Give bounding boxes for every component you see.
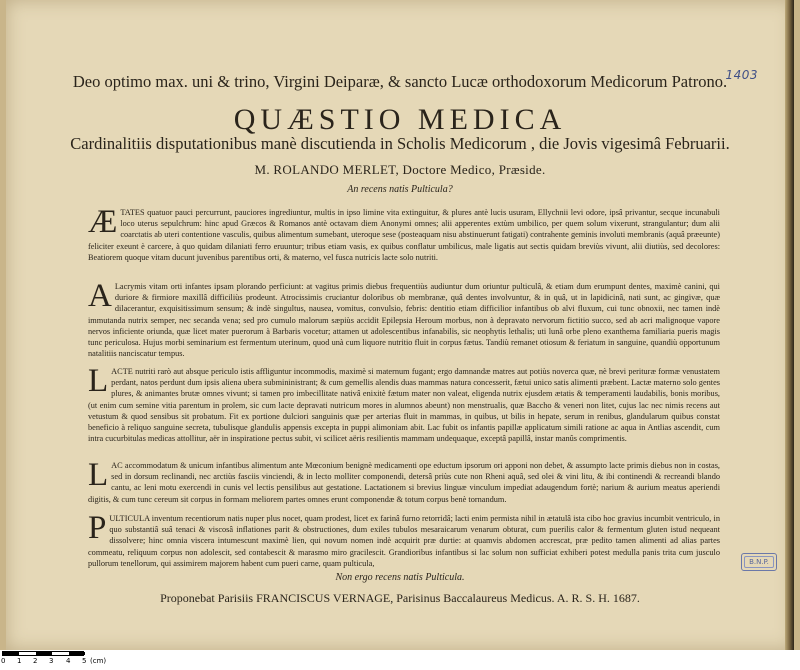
paragraph-1 xyxy=(88,204,720,263)
ruler-label: 0 xyxy=(1,657,6,665)
stamp-text: B.N.P. xyxy=(749,558,769,566)
main-title: QUÆSTIO MEDICA xyxy=(233,103,567,136)
paragraph-text: TATES quatuor pauci percurrunt, pauciores ingrediuntur, multis in ipso limine vita extinguitur, & plures antè lucis usuram, Ellychnii levi odore, ipsâ privantur, secque incunabuli loco uterus sepulchrum: hinc apud Græcos & Romanos antè octavam diem Anonymi omnes; alii apperentes extùm umbilico, per quem solum vixerunt, strangulantur; dum alii coarctatis ab uteri contentione vasculis, quibus alimentum sumebant, uteroque sese (posteaquam nisu abstinuerunt fatigati) contrahente geminis involuti membranis (aquâ præeunte) feliciter exeunt è carcere, à quo quidam dilaniati ferro eruuntur; tribus etiam vasis, ex quibus conflatur umbilicus, male ligatis aut sectis quidam breviùs vivunt, alii diutiùs, sed decolores: Beatiorem quoque vitam ducunt juvenibus parentibus orti, & materno, vel fusca nutricis lacte solo nutriti. xyxy=(88,208,720,262)
drop-cap: L xyxy=(88,457,109,493)
ruler-segment xyxy=(69,652,85,655)
paragraph-4 xyxy=(88,457,720,505)
folio-number: 1403 xyxy=(725,68,758,82)
paragraph-text: ULTICULA inventum recentiorum natis nuper plus nocet, quam prodest, licet ex farinâ furno retorridâ; lacti enim permista nihil in ætatulâ ista cibo hoc gravius incumbit ventriculo, in quo substantiâ suâ tenaci & viscosâ inflationes parit & obstructiones, dum exiles tubulos mesaraicarum venarum obturat, cum puerilis calor & fermentum gluten istud nequeant dissolvere; hinc omnia viscera intumescunt maximè lien, qui novum nomen indè acquirit præ durtie: at quamvis abdomen accrescat, præ pedito tamen alimenti ad alias partes commeatu, reliquum corpus non adolescit, sed contabescit & marasmo miro gracilescit. Grandioribus infantibus si lac solum non sufficiat exhiberi potest medulla panis trita cum jusculo pullorum tenellorum, qui assimirem majorem habent cum pueri carne, quam pulticula, xyxy=(88,514,720,568)
drop-cap: Æ xyxy=(88,204,118,240)
drop-cap: A xyxy=(88,278,112,314)
library-stamp xyxy=(741,553,777,571)
proponebat-line: Proponebat Parisiis FRANCISCUS VERNAGE, Parisinus Baccalaureus Medicus. A. R. S. H. 1687. xyxy=(160,591,640,605)
paragraph-2 xyxy=(88,278,720,359)
book-spine-shadow xyxy=(785,0,794,650)
paragraph-text: AC accommodatum & unicum infantibus alimentum ante Mœconium benignè medicamenti ope eductum ipsorum ori apponi non debet, & assumpto lacte primis diebus non in costas, sed in dorsum reclinandi, nec arctiùs fasciis vinciendi, & in lecto molliter componendi, detersâ priùs cute non Rheni aquâ, sed olei & vini litu, & ibi continendi & recreandi blando cantu, ac leni motu exercendi in cunis vel lectis pensilibus aut gestatione. Lactationem si brevius linguæ vinculum impediat adaugendum fortè; narium & aurium meatus aperiendi digitis, & cum tunc cereum sit corpus in formam meliorem partes omnes erunt componendæ & totum corpus benè tornandum. xyxy=(88,461,720,504)
ruler-unit: (cm) xyxy=(90,657,107,665)
ruler-labels xyxy=(0,657,110,667)
dedication-line: Deo optimo max. uni & trino, Virgini Deiparæ, & sancto Lucæ orthodoxorum Medicorum Patrono. xyxy=(72,72,728,91)
paragraph-3 xyxy=(88,363,720,444)
paragraph-text: ACTE nutriti rarò aut absque periculo istis affliguntur incommodis, maximè si maternum fugant; ergo damnandæ matres aut potiùs noverca quæ, nè brevi perituræ formæ venustatem perdant, natos perdunt dum ipsis aliena ubera submininistrant; & cum gemellis alendis duas mammas natura concesserit, fætui unico satis alimenti præbent. Lactæ materno solo gentes plures, & animantes brutæ omnes vivunt; si tamen pro imbecillitate nativâ enixitè fætum mater non valeat, eligenda nutrix ejusdem ætatis & temperamenti laudabilis, bonis moribus, (ut enim cum semine vitia parentum in prolem, sic cum lacte depravati nutricum mores in alumnos abeunt) non menstrualis, quæ Baccho & veneri non litet, cujus lac nec nimis recens aut vetustum & quod sensibus sit probatum. Fit ex portione dulciori sanguinis quæ per arterias fluit in mammas, in quibus, ut bilis in hepate, serum in renibus, glandularum quibus constat beneficio à reliquo sanguine secreta, tubulisque glandulis appensis excepta in puppi alimoniam abit. Lac fubit os infantis papillæ applicatum simili ratione ac aqua in Antlias ascendit, cum intra cucurbitulas medicas attollitur, aër in inspiratione pectus subit, vi scilicet aëris resilientis mammam undequaque, exceptâ papillâ, instar manûs comprimentis. xyxy=(88,367,720,444)
scale-ruler xyxy=(0,650,800,670)
document-page xyxy=(6,0,794,650)
question-line: An recens natis Pulticula? xyxy=(347,184,453,195)
drop-cap: P xyxy=(88,510,107,546)
subtitle-line: Cardinalitiis disputationibus manè discutienda in Scholis Medicorum , die Jovis vigesimâ Februarii. xyxy=(70,134,730,153)
ruler-label: 1 xyxy=(17,657,22,665)
drop-cap: L xyxy=(88,363,109,399)
ruler-label: 3 xyxy=(49,657,54,665)
conclusion-line: Non ergo recens natis Pulticula. xyxy=(335,572,465,583)
stamp-border xyxy=(744,556,774,568)
ruler-label: 2 xyxy=(33,657,38,665)
ruler-label: 5 xyxy=(82,657,87,665)
praeses-line: M. ROLANDO MERLET, Doctore Medico, Præside. xyxy=(254,162,546,177)
paragraph-5 xyxy=(88,510,720,569)
ruler-bar xyxy=(2,651,84,656)
ruler-label: 4 xyxy=(66,657,71,665)
paragraph-text: Lacrymis vitam orti infantes ipsam plorando perficiunt: at vagitus primis diebus frequentiùs audiuntur dum oriuntur pulticulâ, & etiam dum erumpunt dentes, maximè canini, qui duriore & firmiore maxillâ difficiliùs prodeunt. Atrocissimis cruciantur doloribus ob membranæ, quâ dentes involvuntur, & in quâ, ut in lapidicinâ, nati sunt, ac gingivæ, quæ dilacerantur, exquisitissimum sensum; & indè singultus, nausea, vomitus, convulsio, febris: dentitio etiam difficilior infantibus ob alvi fluxum, cui tunc obnoxii, nec tamen indè immutanda nutrix semper, nec secanda vena; sed pro cumulo malorum sæpiùs accidit Epilepsia Heroum morbus, non à depravato nervorum fictitio succo, sed ab acri malignoque vapore nervos inficiente oriunda, quæ licet mater puerorum à Barbaris vocetur; attamen ut adolescentibus infanabilis, sic neophytis lethalis; uti lunâ orbe pleno exanthema familiaria pueris magis tunc periculosa. Hujus morbi seminarium est fermentum uterinum, quod unà cum liquore nutritio fluit in corpus fætus. Tandiù remanet otiosum & feriatum in sanguine, quandiù opportunum natalitiis nanciscatur tempus. xyxy=(88,282,720,359)
ruler-segment xyxy=(3,652,19,655)
ruler-segment xyxy=(36,652,52,655)
